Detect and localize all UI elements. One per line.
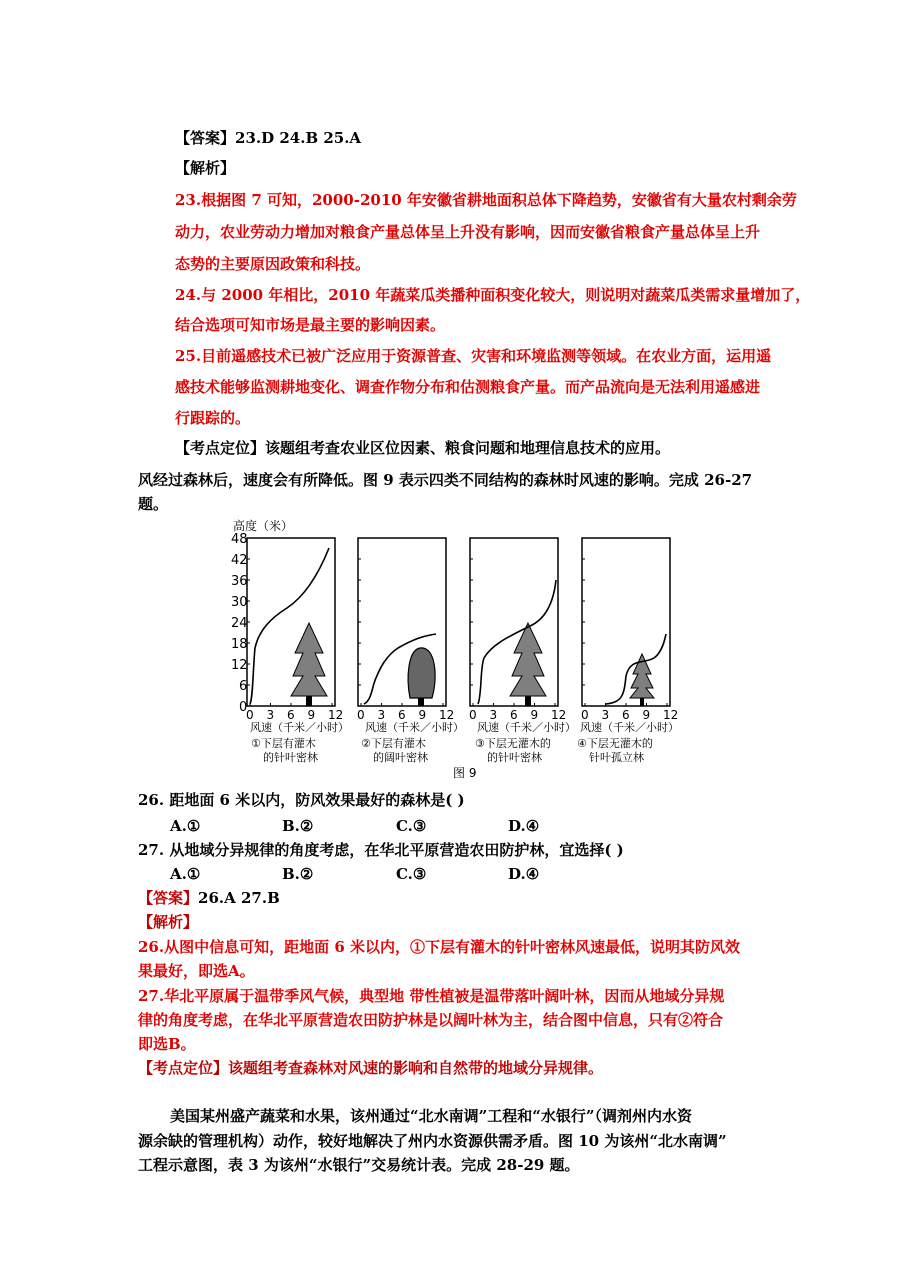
conifer-tree	[291, 623, 327, 696]
y-tick-label: 42	[231, 553, 248, 568]
x-tick-label: 0	[357, 708, 365, 722]
q26-stem: 26. 距地面 6 米以内，防风效果最好的森林是( )	[138, 791, 465, 809]
answer-text-2: 26.A 27.B	[198, 889, 280, 907]
p24-line-2: 结合选项可知市场是最主要的影响因素。	[175, 316, 446, 334]
x-tick-label: 6	[510, 708, 518, 722]
kaodian-label-1: 【考点定位】	[175, 439, 266, 457]
intro-line-2: 题。	[138, 495, 169, 513]
p27-line-1: 27.华北平原属于温带季风气候，典型地 带性植被是温带落叶阔叶林，因而从地域分异规	[138, 987, 725, 1005]
y-tick-label: 18	[231, 637, 248, 652]
p26-line-2: 果最好，即选A。	[138, 962, 255, 980]
q26-option-a: A.①	[170, 817, 201, 835]
x-tick-label: 6	[622, 708, 630, 722]
x-tick-label: 12	[439, 708, 455, 722]
panel-2	[357, 538, 454, 722]
x-tick-label: 3	[377, 708, 386, 722]
panel-3	[469, 538, 566, 722]
analysis-label-1: 【解析】	[175, 159, 236, 177]
x-tick-label: 6	[287, 708, 295, 722]
x-label-3: 风速（千米／小时）	[477, 721, 576, 734]
figure-caption: 图 9	[453, 766, 477, 780]
p25-line-2: 感技术能够监测耕地变化、调查作物分布和估测粮食产量。而产品流向是无法利用遥感进	[175, 378, 761, 396]
panel-4	[581, 538, 678, 722]
q27-stem: 27. 从地域分异规律的角度考虑，在华北平原营造农田防护林，宜选择( )	[138, 841, 624, 859]
answer-label-1: 【答案】	[175, 129, 236, 147]
x-tick-label: 0	[581, 708, 589, 722]
x-tick-label: 9	[642, 708, 651, 722]
panel-4-label-2: 针叶孤立林	[589, 751, 644, 764]
answer-text-1: 23.D 24.B 25.A	[235, 129, 362, 147]
kaodian-line-1	[175, 438, 670, 458]
tree-trunk	[306, 696, 312, 706]
broadleaf-tree	[408, 648, 435, 698]
kaodian-text-1: 该题组考查农业区位因素、粮食问题和地理信息技术的应用。	[265, 439, 671, 457]
x-tick-label: 3	[601, 708, 610, 722]
y-axis-title: 高度（米）	[233, 519, 294, 533]
tree-trunk	[418, 698, 424, 706]
y-tick-label: 12	[231, 658, 248, 673]
kaodian-label-2: 【考点定位】	[138, 1059, 229, 1077]
y-tick-label: 24	[231, 616, 248, 631]
x-tick-label: 12	[328, 708, 344, 722]
panel-1-label-1: ①下层有灌木	[251, 737, 316, 750]
panel-3-label-1: ③下层无灌木的	[475, 737, 551, 750]
q26-option-c: C.③	[396, 817, 427, 835]
panel-1-label-2: 的针叶密林	[263, 751, 318, 764]
next-intro-line-3: 工程示意图，表 3 为该州“水银行”交易统计表。完成 28-29 题。	[138, 1156, 580, 1174]
q27-option-d: D.④	[508, 865, 540, 883]
y-tick-label: 36	[231, 574, 248, 589]
intro-line-1: 风经过森林后，速度会有所降低。图 9 表示四类不同结构的森林时风速的影响。完成 26-27	[138, 471, 753, 489]
panel-2-label-2: 的阔叶密林	[373, 751, 428, 764]
q26-option-b: B.②	[282, 817, 314, 835]
x-tick-label: 12	[551, 708, 567, 722]
analysis-label-2: 【解析】	[138, 913, 199, 931]
p26-line-1: 26.从图中信息可知，距地面 6 米以内，①下层有灌木的针叶密林风速最低，说明其防风效	[138, 938, 740, 956]
p25-line-1: 25.目前遥感技术已被广泛应用于资源普查、灾害和环境监测等领域。在农业方面，运用遥	[175, 347, 772, 365]
x-tick-label: 3	[489, 708, 498, 722]
panel-2-label-1: ②下层有灌木	[361, 737, 426, 750]
p23-line-3: 态势的主要原因政策和科技。	[175, 255, 371, 273]
x-tick-label: 0	[469, 708, 477, 722]
x-tick-label: 9	[418, 708, 427, 722]
x-label-2: 风速（千米／小时）	[365, 721, 464, 734]
y-tick-label: 48	[231, 532, 248, 547]
p23-line-1: 23.根据图 7 可知，2000-2010 年安徽省耕地面积总体下降趋势，安徽省有大量农村剩余劳	[175, 191, 797, 209]
tree-trunk	[640, 698, 644, 706]
x-tick-label: 6	[398, 708, 406, 722]
panel-4-label-1: ④下层无灌木的	[577, 737, 653, 750]
panel-3-label-2: 的针叶密林	[487, 751, 542, 764]
x-tick-label: 3	[266, 708, 275, 722]
isolated-conifer-tree	[630, 654, 654, 698]
y-tick-label: 30	[231, 595, 248, 610]
x-label-1: 风速（千米／小时）	[250, 721, 349, 734]
x-tick-label: 12	[663, 708, 679, 722]
y-tick-label: 6	[239, 679, 248, 694]
p25-line-3: 行跟踪的。	[175, 409, 251, 427]
answer-line-2	[138, 888, 280, 908]
panel-frame	[470, 538, 558, 706]
q27-option-b: B.②	[282, 865, 314, 883]
tree-trunk	[525, 696, 531, 706]
next-intro-line-1: 美国某州盛产蔬菜和水果，该州通过“北水南调”工程和“水银行”（调剂州内水资	[170, 1107, 693, 1125]
x-tick-label: 0	[246, 708, 254, 722]
answer-line-1	[175, 128, 361, 148]
panel-1	[246, 538, 343, 722]
q26-option-d: D.④	[508, 817, 540, 835]
x-tick-label: 9	[530, 708, 539, 722]
p27-line-3: 即选B。	[138, 1035, 196, 1053]
x-label-4: 风速（千米／小时）	[580, 721, 679, 734]
answer-label-2: 【答案】	[138, 889, 199, 907]
y-tick-label: 0	[239, 700, 248, 715]
figure-9	[225, 518, 695, 783]
p27-line-2: 律的角度考虑，在华北平原营造农田防护林是以阔叶林为主，结合图中信息，只有②符合	[138, 1011, 724, 1029]
kaodian-line-2	[138, 1058, 603, 1078]
next-intro-line-2: 源余缺的管理机构）动作，较好地解决了州内水资源供需矛盾。图 10 为该州“北水南调”	[138, 1132, 727, 1150]
p24-line-1: 24.与 2000 年相比，2010 年蔬菜瓜类播种面积变化较大，则说明对蔬菜瓜类需求量增加了，	[175, 286, 811, 304]
x-tick-label: 9	[307, 708, 316, 722]
p23-line-2: 动力，农业劳动力增加对粮食产量总体呈上升没有影响，因而安徽省粮食产量总体呈上升	[175, 223, 761, 241]
q27-option-c: C.③	[396, 865, 427, 883]
kaodian-text-2: 该题组考查森林对风速的影响和自然带的地域分异规律。	[228, 1059, 604, 1077]
q27-option-a: A.①	[170, 865, 201, 883]
